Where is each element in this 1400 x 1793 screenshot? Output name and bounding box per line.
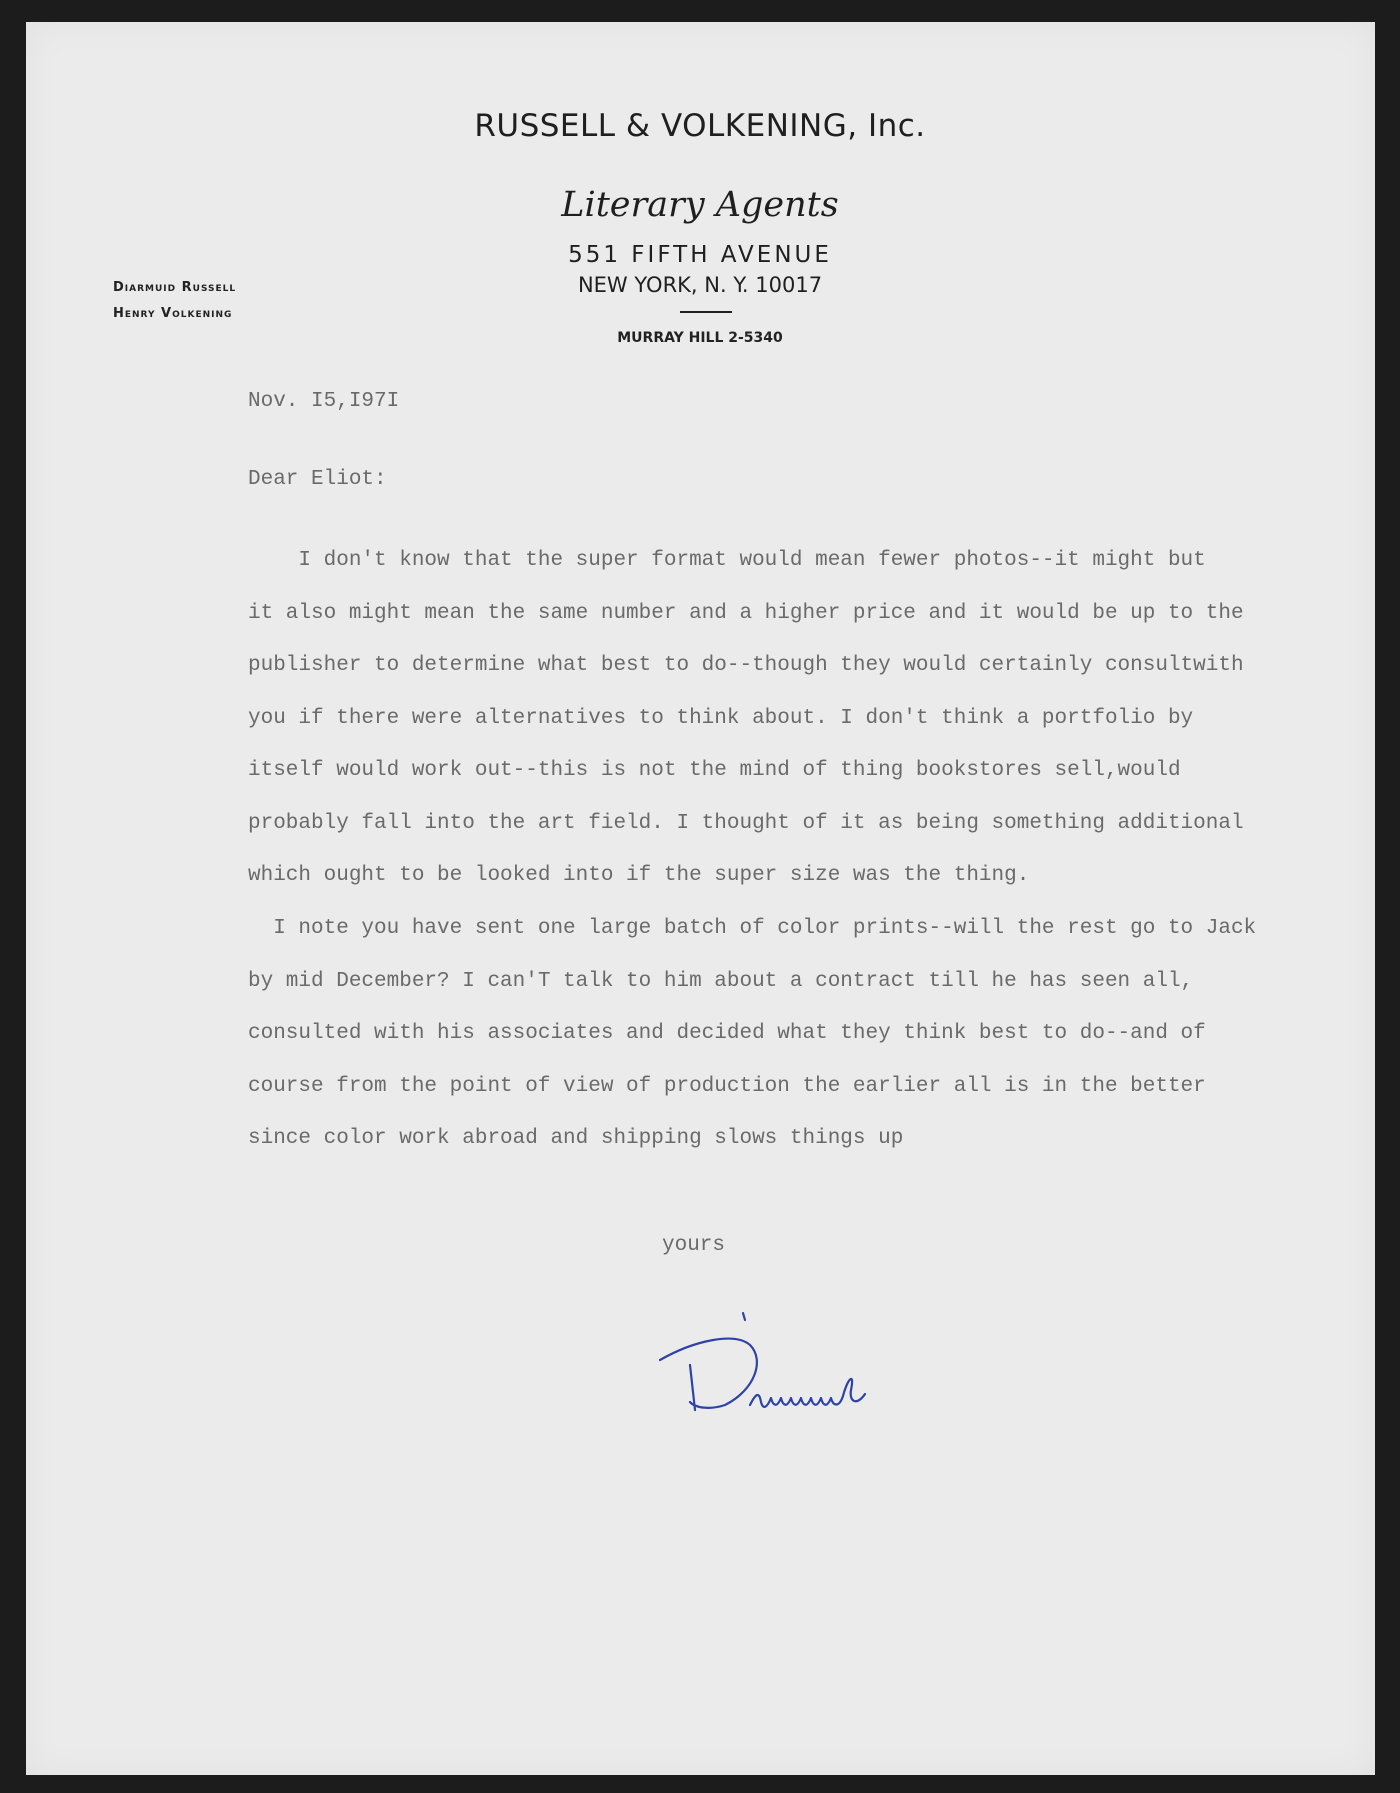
letterhead-tagline: Literary Agents <box>561 185 839 225</box>
signature <box>655 1310 895 1420</box>
text-line: I note you have sent one large batch of color prints--will the rest go to Jack <box>248 917 1257 940</box>
signature-stroke <box>750 1379 865 1407</box>
text-line: which ought to be looked into if the super size was the thing. <box>248 864 1030 887</box>
partner-name: Diarmuid Russell <box>113 280 237 295</box>
signature-stroke <box>743 1313 745 1320</box>
text-line: since color work abroad and shipping slows things up <box>248 1127 904 1150</box>
letterhead-street: 551 FIFTH AVENUE <box>568 242 832 268</box>
text-line: probably fall into the art field. I thought of it as being something additional <box>248 811 1244 835</box>
text-line: you if there were alternatives to think about. I don't think a portfolio by <box>248 706 1194 730</box>
letterhead-phone: MURRAY HILL 2-5340 <box>617 330 783 346</box>
letterhead-city: NEW YORK, N. Y. 10017 <box>577 273 823 297</box>
text-line: by mid December? I can'T talk to him about a contract till he has seen all, <box>248 969 1194 993</box>
text-line: it also might mean the same number and a higher price and it would be up to the <box>248 601 1244 625</box>
letter-salutation: Dear Eliot: <box>248 468 387 491</box>
text-line: I don't know that the super format would mean fewer photos--it might but <box>248 549 1206 572</box>
letter-paragraph-2 <box>248 913 1256 1176</box>
letter-date: Nov. I5,I97I <box>248 390 400 413</box>
letterhead-divider <box>680 311 732 313</box>
signature-stroke <box>660 1339 757 1408</box>
text-line: itself would work out--this is not the mind of thing bookstores sell,would <box>248 759 1181 782</box>
letter-paragraph-1 <box>248 545 1244 913</box>
partner-name: Henry Volkening <box>113 306 233 321</box>
text-line: consulted with his associates and decided what they think best to do--and of <box>248 1022 1206 1045</box>
letter-closing: yours <box>662 1234 726 1257</box>
text-line: publisher to determine what best to do--though they would certainly consultwith <box>248 654 1244 677</box>
text-line: course from the point of view of production the earlier all is in the better <box>248 1074 1206 1098</box>
letterhead-company: RUSSELL & VOLKENING, Inc. <box>474 108 926 144</box>
